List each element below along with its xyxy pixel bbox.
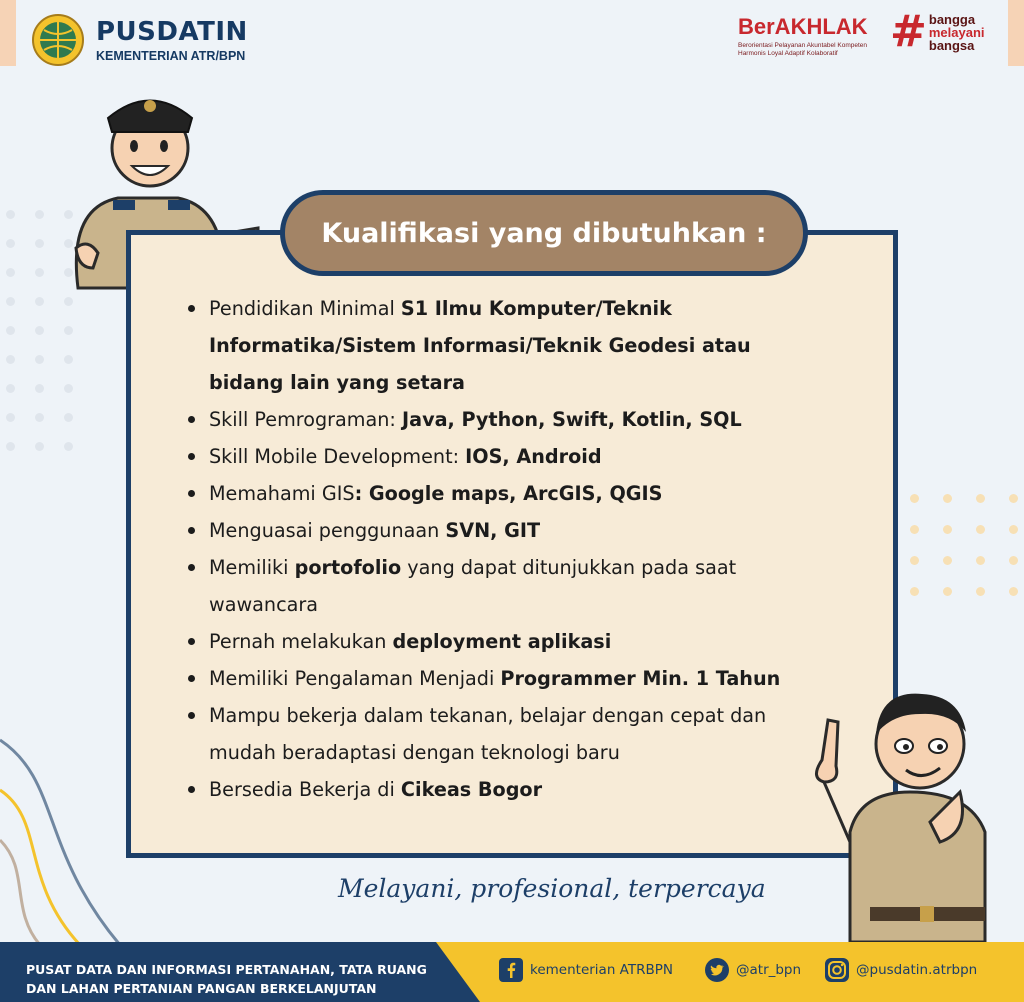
list-item: Menguasai penggunaan SVN, GIT [188,512,828,549]
facebook-handle: kementerian ATRBPN [530,962,673,978]
bangga-line-2: melayani [928,24,985,40]
logo-title: PUSDATIN [96,16,248,47]
hashtag-icon: # [890,6,927,57]
list-item: Memahami GIS: Google maps, ArcGIS, QGIS [188,475,828,512]
instagram-handle: @pusdatin.atrbpn [856,962,978,978]
twitter-handle: @atr_bpn [736,962,802,978]
list-item: Pendidikan Minimal S1 Ilmu Komputer/Teknik Informatika/Sistem Informasi/Teknik Geodesi atau bidang lain yang setara [188,290,828,401]
list-item: Memiliki portofolio yang dapat ditunjukkan pada saat wawancara [188,549,828,623]
atr-bpn-emblem-icon [30,12,86,68]
logo-subtitle: KEMENTERIAN ATR/BPN [96,48,246,63]
berakhlak-tagline: Berorientasi Pelayanan Akuntabel Kompeten Harmonis Loyal Adaptif Kolaboratif [738,42,868,57]
corner-accent-left [0,0,16,66]
card-title: Kualifikasi yang dibutuhkan : [321,217,767,249]
officer-character-right-illustration [810,682,1010,942]
list-item: Mampu bekerja dalam tekanan, belajar dengan cepat dan mudah beradaptasi dengan teknologi baru [188,697,828,771]
berakhlak-logo [738,14,888,58]
footer-line-1: PUSAT DATA DAN INFORMASI PERTANAHAN, TATA RUANG [26,962,427,977]
decorative-curves [0,700,140,945]
facebook-link[interactable] [498,957,673,983]
list-item: Pernah melakukan deployment aplikasi [188,623,828,660]
facebook-icon [498,957,524,983]
list-item: Memiliki Pengalaman Menjadi Programmer Min. 1 Tahun [188,660,828,697]
instagram-icon [824,957,850,983]
bangga-line-3: bangsa [928,37,975,53]
footer-institution-name [26,960,427,998]
card-title-banner [280,190,808,276]
corner-accent-right [1008,0,1024,66]
bangga-line-1: bangga [928,11,976,27]
qualification-list [188,290,828,808]
list-item: Bersedia Bekerja di Cikeas Bogor [188,771,828,808]
decorative-dots-right [910,494,1018,596]
instagram-link[interactable] [824,957,977,983]
footer-line-2: DAN LAHAN PERTANIAN PANGAN BERKELANJUTAN [26,981,377,996]
bangga-melayani-logo [890,6,985,57]
berakhlak-wordmark: BerAKHLAK [738,14,868,39]
pusdatin-logo[interactable] [30,12,248,68]
tagline: Melayani, profesional, terpercaya [338,874,766,903]
list-item: Skill Mobile Development: IOS, Android [188,438,828,475]
twitter-icon [704,957,730,983]
twitter-link[interactable] [704,957,801,983]
list-item: Skill Pemrograman: Java, Python, Swift, Kotlin, SQL [188,401,828,438]
